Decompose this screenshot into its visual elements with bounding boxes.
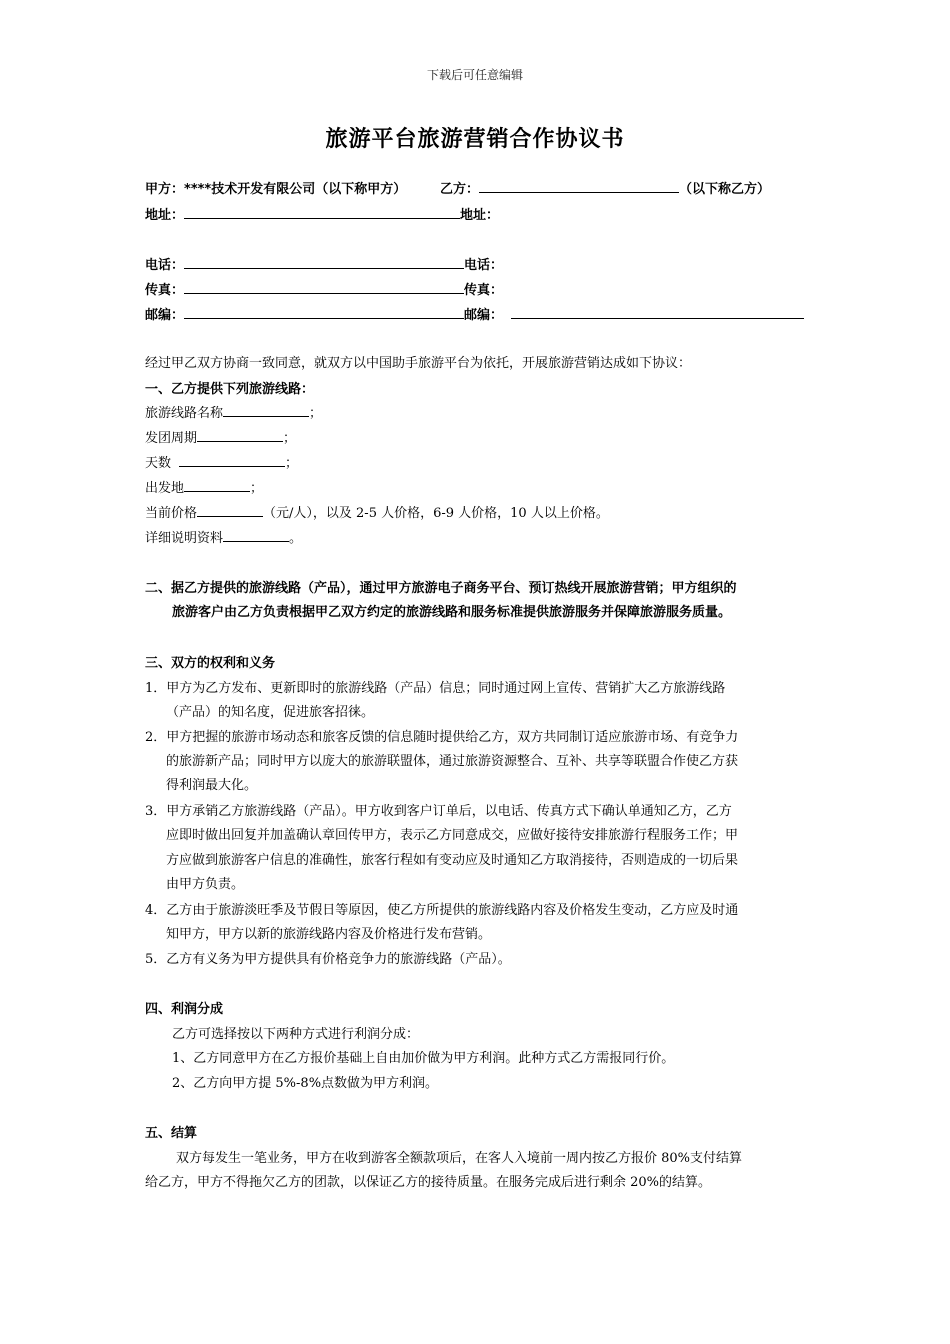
s4-option1: 1、乙方同意甲方在乙方报价基础上自由加价做为甲方利润。此种方式乙方需报同行价。 [172,1051,675,1066]
phone-a-blank[interactable] [184,256,464,269]
header-note: 下载后可任意编辑 [426,68,523,82]
departure-row [145,477,263,496]
fax-label-b: 传真： [464,283,504,298]
price-label: 当前价格 [145,506,198,521]
details-blank[interactable] [223,530,289,542]
s3-item3-line1: 3．甲方承销乙方旅游线路（产品）。甲方收到客户订单后，以电话、传真方式下确认单通知乙方，乙方 [145,804,732,819]
price-row [145,502,609,521]
s3-item1-line2: （产品）的知名度，促进旅客招徕。 [166,705,375,720]
section5-heading: 五、结算 [145,1126,198,1141]
party-b-suffix: （以下称乙方） [679,182,771,197]
s3-item4-line2: 知甲方，甲方以新的旅游线路内容及价格进行发布营销。 [166,927,492,942]
address-label-b: 地址： [460,208,500,223]
party-a-name: ****技术开发有限公司（以下称甲方） [184,182,407,197]
party-b-name-blank[interactable] [479,180,679,193]
s3-item2-line2: 的旅游新产品；同时甲方以庞大的旅游联盟体，通过旅游资源整合、互补、共享等联盟合作使乙方获 [166,754,739,769]
route-name-row [145,402,322,421]
days-row [145,452,298,471]
party-b-line [440,178,770,197]
fax-row [145,279,503,298]
party-a-label: 甲方： [145,182,185,197]
departure-label: 出发地 [145,481,185,496]
postcode-row [145,304,804,323]
address-a-blank[interactable] [184,206,460,219]
route-name-label: 旅游线路名称 [145,406,224,421]
period-end: 。 [289,531,303,546]
days-label: 天数 [145,456,172,471]
s3-item2-line3: 得利润最大化。 [166,778,258,793]
party-b-label: 乙方： [440,182,480,197]
period-label: 发团周期 [145,431,198,446]
s5-line2: 给乙方，甲方不得拖欠乙方的团款，以保证乙方的接待质量。在服务完成后进行剩余 20%的结算。 [145,1175,712,1190]
semicolon: ； [250,481,264,496]
fax-a-blank[interactable] [184,281,464,294]
s3-item4-line1: 4．乙方由于旅游淡旺季及节假日等原因，使乙方所提供的旅游线路内容及价格发生变动，乙方应及时通 [145,903,739,918]
details-label: 详细说明资料 [145,531,224,546]
details-row [145,527,302,546]
period-blank[interactable] [197,430,283,442]
section3-heading: 三、双方的权利和义务 [145,656,276,671]
s5-line1: 双方每发生一笔业务，甲方在收到游客全额款项后，在客人入境前一周内按乙方报价 80%支付结算 [176,1151,743,1166]
section2-line2: 旅游客户由乙方负责根据甲乙双方约定的旅游线路和服务标准提供旅游服务并保障旅游服务质量。 [172,605,732,620]
price-suffix: （元/人），以及 2-5 人价格，6-9 人价格，10 人以上价格。 [263,506,609,521]
postcode-label-b: 邮编： [464,308,504,323]
phone-label-a: 电话： [145,258,185,273]
semicolon: ； [283,431,297,446]
section2-line1: 二、据乙方提供的旅游线路（产品），通过甲方旅游电子商务平台、预订热线开展旅游营销；甲方组织的 [145,581,737,596]
postcode-b-blank[interactable] [511,306,804,319]
section1-heading: 一、乙方提供下列旅游线路： [145,382,315,397]
s3-item3-line3: 方应做到旅游客户信息的准确性，旅客行程如有变动应及时通知乙方取消接待，否则造成的一切后果 [166,853,739,868]
page-title: 旅游平台旅游营销合作协议书 [325,127,625,152]
semicolon: ； [309,406,323,421]
s3-item2-line1: 2．甲方把握的旅游市场动态和旅客反馈的信息随时提供给乙方，双方共同制订适应旅游市场、有竞争力 [145,730,739,745]
s4-intro: 乙方可选择按以下两种方式进行利润分成： [172,1027,420,1042]
intro-paragraph: 经过甲乙双方协商一致同意，就双方以中国助手旅游平台为依托，开展旅游营销达成如下协议： [145,356,692,371]
route-name-blank[interactable] [223,405,309,417]
phone-label-b: 电话： [464,258,504,273]
fax-label-a: 传真： [145,283,185,298]
semicolon: ； [285,456,299,471]
s4-option2: 2、乙方向甲方提 5%-8%点数做为甲方利润。 [172,1076,439,1091]
period-row [145,427,296,446]
s3-item1-line1: 1．甲方为乙方发布、更新即时的旅游线路（产品）信息；同时通过网上宣传、营销扩大乙方旅游线路 [145,681,726,696]
section4-heading: 四、利润分成 [145,1002,224,1017]
postcode-label-a: 邮编： [145,308,185,323]
address-row [145,204,499,223]
departure-blank[interactable] [184,480,250,492]
price-blank[interactable] [197,505,263,517]
address-label-a: 地址： [145,208,185,223]
party-a-line [145,178,406,197]
days-blank[interactable] [179,455,285,467]
s3-item5: 5．乙方有义务为甲方提供具有价格竞争力的旅游线路（产品）。 [145,952,511,967]
phone-row [145,254,503,273]
s3-item3-line4: 由甲方负责。 [166,877,245,892]
s3-item3-line2: 应即时做出回复并加盖确认章回传甲方，表示乙方同意成交，应做好接待安排旅游行程服务工作；甲 [166,828,739,843]
postcode-a-blank[interactable] [184,306,464,319]
